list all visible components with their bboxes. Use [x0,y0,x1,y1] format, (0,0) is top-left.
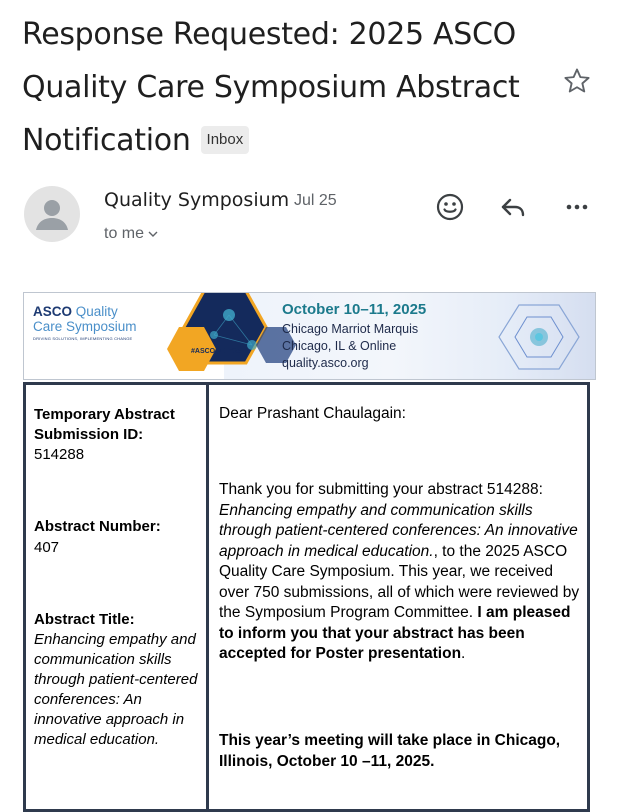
logo-asco-text: ASCO [33,304,73,319]
chevron-down-icon [148,230,158,238]
banner-venue: Chicago Marriot Marquis [282,322,419,336]
letter-greeting: Dear Prashant Chaulagain: [219,405,406,422]
notification-letter [23,382,590,812]
molecule-graphic [489,299,589,375]
meeting-info: This year’s meeting will take place in Chicago, Illinois, October 10 –11, 2025. [219,732,561,770]
letter-paragraph [219,480,581,665]
symposium-banner [23,292,596,380]
abstract-title-value: Enhancing empathy and communication skills through patient-centered conferences: An innovative approach in medical education. [34,631,198,748]
logo-quality-text: Quality [75,304,118,319]
hashtag-text: #ASCOQLTY25 [191,348,242,355]
temp-id-label: Temporary Abstract Submission ID: [34,406,175,443]
logo-symposium-text: Care Symposium [33,319,137,334]
inbox-label-badge[interactable]: Inbox [201,126,250,154]
reply-icon[interactable] [497,191,529,223]
logo-tagline: DRIVING SOLUTIONS, IMPLEMENTING CHANGE [33,336,133,341]
hexagon-graphic [134,292,299,380]
avatar[interactable] [24,186,80,242]
subject-text: Response Requested: 2025 ASCO Quality Care Symposium Abstract Notification [22,17,520,158]
abstract-title-label: Abstract Title: [34,611,135,628]
asco-logo [33,304,137,334]
abstract-number-label: Abstract Number: [34,518,161,535]
banner-dates: October 10–11, 2025 [282,301,427,318]
star-icon[interactable] [562,66,592,96]
sender-row [24,186,604,256]
abstract-info-column [26,385,209,809]
email-subject [22,8,542,167]
person-icon [24,186,80,242]
emoji-reaction-icon[interactable] [434,191,466,223]
paragraph-end: . [461,645,466,662]
paragraph-middle: , to the 2025 ASCO Quality Care Symposium. This year, we received over 750 submissions, all of which were reviewed by the Symposium Program Committee. [219,542,580,621]
banner-url[interactable]: quality.asco.org [282,356,369,370]
paragraph-abstract-title: Enhancing empathy and communication skills through patient-centered conferences: An innovative approach in medical education. [219,501,578,560]
email-date: Jul 25 [294,192,337,209]
abstract-number-value: 407 [34,539,60,556]
sender-name[interactable]: Quality Symposium [104,189,290,211]
paragraph-intro: Thank you for submitting your abstract 514288: [219,481,543,498]
recipient-text: to me [104,225,145,242]
temp-id-value: 514288 [34,446,85,463]
more-options-icon[interactable] [561,191,593,223]
recipient-details[interactable] [104,225,158,243]
acceptance-statement: I am pleased to inform you that your abstract has been accepted for Poster presentation [219,604,571,662]
banner-location: Chicago, IL & Online [282,339,397,353]
